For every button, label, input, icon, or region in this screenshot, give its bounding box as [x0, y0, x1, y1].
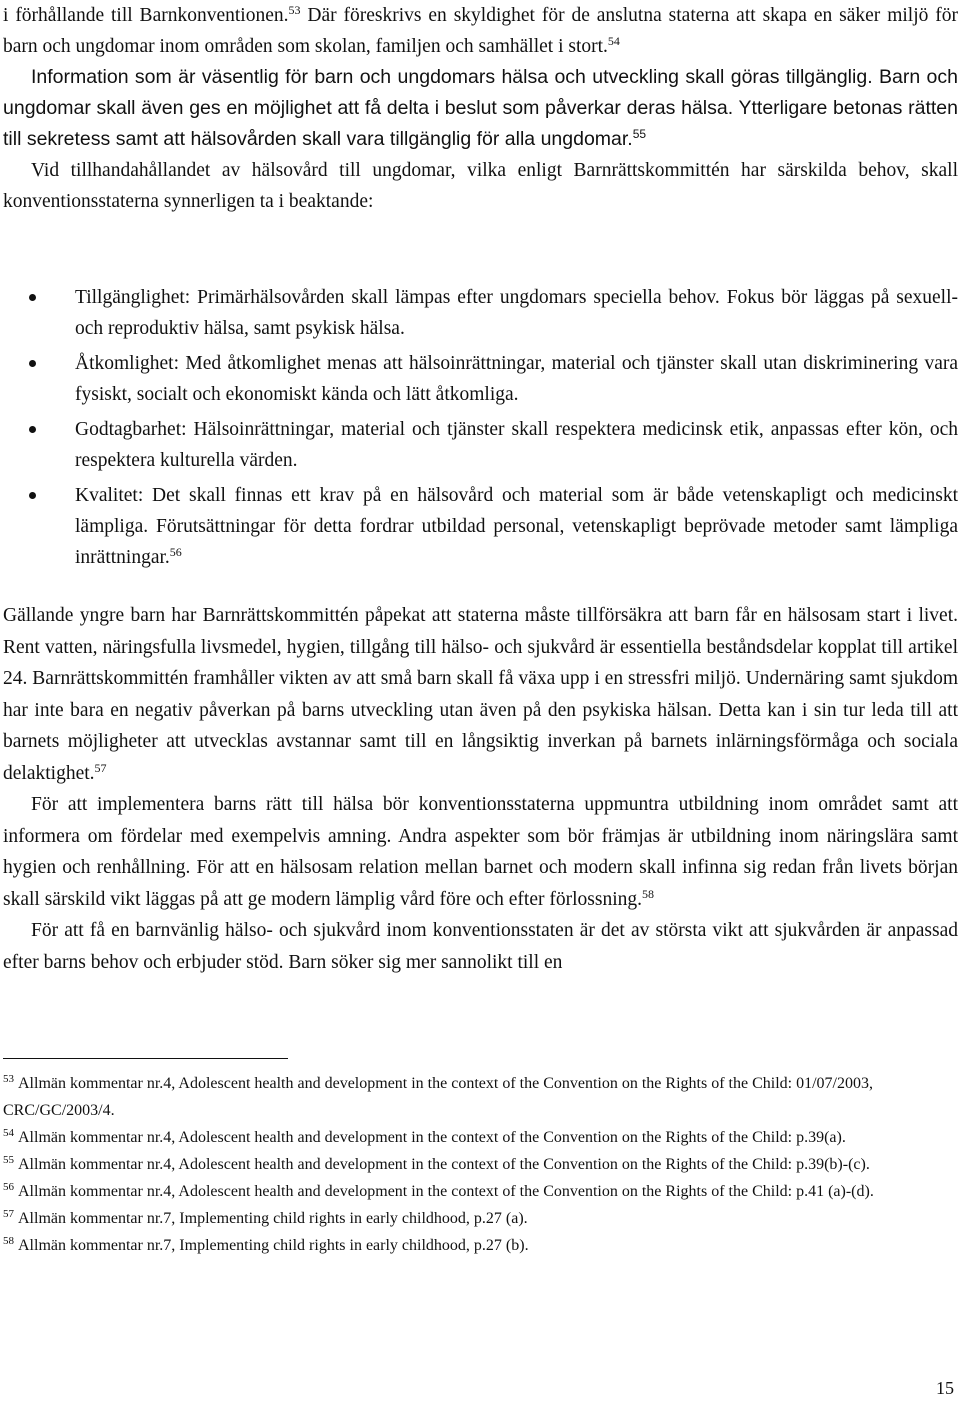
footnote-ref[interactable]: 56 [169, 545, 182, 559]
body-section [3, 600, 958, 978]
intro-section [3, 0, 958, 217]
bullet-item [3, 414, 958, 476]
bullet-icon [29, 492, 36, 499]
footnote-number: 57 [3, 1208, 14, 1220]
bullet-item [3, 480, 958, 573]
footnote-ref[interactable]: 55 [632, 127, 647, 141]
footnote-number: 56 [3, 1181, 14, 1193]
bullet-icon [29, 426, 36, 433]
footnote-text: Allmän kommentar nr.4, Adolescent health and development in the context of the Convention on the Rights of the Child: p.41 (a)-(d). [18, 1183, 874, 1200]
footnote-text: Allmän kommentar nr.4, Adolescent health and development in the context of the Convention on the Rights of the Child: p.39(b)-(c). [18, 1156, 870, 1173]
footnote [3, 1232, 933, 1259]
bullet-text: Åtkomlighet: Med åtkomlighet menas att hälsoinrättningar, material och tjänster skall utan diskriminering vara fysiskt, socialt och ekonomiskt kända och lätt åtkomliga. [75, 353, 958, 405]
paragraph-1 [3, 0, 958, 62]
bullet-text: Tillgänglighet: Primärhälsovården skall lämpas efter ungdomars speciella behov. Fokus bör läggas på sexuell- och reproduktiv hälsa, samt psykisk hälsa. [75, 287, 958, 339]
paragraph-text: För att få en barnvänlig hälso- och sjukvård inom konventionsstaten är det av största vikt att sjukvården är anpassad efter barns behov och erbjuder stöd. Barn söker sig mer sannolikt till en [3, 920, 958, 973]
footnote [3, 1205, 933, 1232]
footnote-number: 58 [3, 1235, 14, 1247]
footnote-divider [3, 1058, 288, 1059]
footnote-ref[interactable]: 53 [288, 3, 301, 17]
footnote [3, 1151, 933, 1178]
paragraph-3 [3, 155, 958, 217]
footnote [3, 1178, 933, 1205]
footnote [3, 1124, 933, 1151]
footnotes [3, 1070, 933, 1259]
footnote-text: Allmän kommentar nr.7, Implementing child rights in early childhood, p.27 (a). [18, 1210, 528, 1227]
footnote-number: 53 [3, 1073, 14, 1085]
bullet-text: Kvalitet: Det skall finnas ett krav på en hälsovård och material som är både vetenskapligt och medicinskt lämpliga. Förutsättningar för detta fordrar utbildad personal, vetenskapligt beprövade metoder samt lämpliga inrättningar. [75, 485, 958, 568]
footnote-ref[interactable]: 57 [94, 760, 107, 775]
footnote-ref[interactable]: 58 [642, 886, 654, 901]
bullet-text: Godtagbarhet: Hälsoinrättningar, material och tjänster skall respektera medicinsk etik, anpassas efter kön, och respektera kulturella värden. [75, 419, 958, 471]
footnote-number: 54 [3, 1127, 14, 1139]
paragraph-text: Vid tillhandahållandet av hälsovård till ungdomar, vilka enligt Barnrättskommittén har särskilda behov, skall konventionsstaterna synnerligen ta i beaktande: [3, 160, 958, 212]
paragraph-text: Gällande yngre barn har Barnrättskommittén påpekat att staterna måste tillförsäkra att barn får en hälsosam start i livet. Rent vatten, näringsfulla livsmedel, hygien, tillgång till hälso- och sjukvård är essentiella beståndsdelar kopplat till artikel 24. Barnrättskommittén framhåller vikten av att små barn skall få växa upp i en stressfri miljö. Undernäring samt sjukdom har inte bara en negativ påverkan på barns utveckling utan även på den psykiska hälsan. Detta kan i sin tur leda till att barnets möjligheter att utvecklas avstannar samt till en långsiktig inverkan på barnets inlärningsförmåga och sociala delaktighet. [3, 605, 958, 784]
paragraph-4 [3, 600, 958, 789]
footnote-text: Allmän kommentar nr.4, Adolescent health and development in the context of the Convention on the Rights of the Child: p.39(a). [18, 1129, 846, 1146]
paragraph-5 [3, 789, 958, 915]
paragraph-text: För att implementera barns rätt till hälsa bör konventionsstaterna uppmuntra utbildning inom området samt att informera om fördelar med exempelvis amning. Andra aspekter som bör främjas är utbildning inom näringslära samt hygien och renhållning. För att en hälsosam relation mellan barnet och modern skall infinna sig redan från livets början skall särskild vikt läggas på att ge modern lämplig vård före och efter förlossning. [3, 794, 958, 910]
paragraph-text: Där föreskrivs en skyldighet för de anslutna staterna att skapa en säker miljö för barn och ungdomar inom områden som skolan, familjen och samhället i stort. [3, 5, 959, 57]
bullet-item [3, 348, 958, 410]
paragraph-6 [3, 915, 958, 978]
footnote-text: Allmän kommentar nr.4, Adolescent health and development in the context of the Convention on the Rights of the Child: 01/07/2003, CRC/GC/2003/4. [3, 1075, 873, 1119]
footnote-number: 55 [3, 1154, 14, 1166]
bullet-item [3, 282, 958, 344]
paragraph-text: Information som är väsentlig för barn och ungdomars hälsa och utveckling skall göras tillgänglig. Barn och ungdomar skall även ges en möjlighet att få delta i beslut som påverkar deras hälsa. Ytterligare betonas rätten till sekretess samt att hälsovården skall vara tillgänglig för alla ungdomar. [3, 66, 958, 150]
paragraph-2 [3, 62, 958, 155]
bullet-icon [29, 360, 36, 367]
page-number: 15 [936, 1378, 954, 1398]
footnote-ref[interactable]: 54 [607, 34, 620, 48]
paragraph-text: i förhållande till Barnkonventionen. [3, 5, 289, 26]
footnote-text: Allmän kommentar nr.7, Implementing child rights in early childhood, p.27 (b). [18, 1237, 529, 1254]
bullet-icon [29, 294, 36, 301]
footnote [3, 1070, 933, 1124]
bullet-list [3, 282, 958, 577]
